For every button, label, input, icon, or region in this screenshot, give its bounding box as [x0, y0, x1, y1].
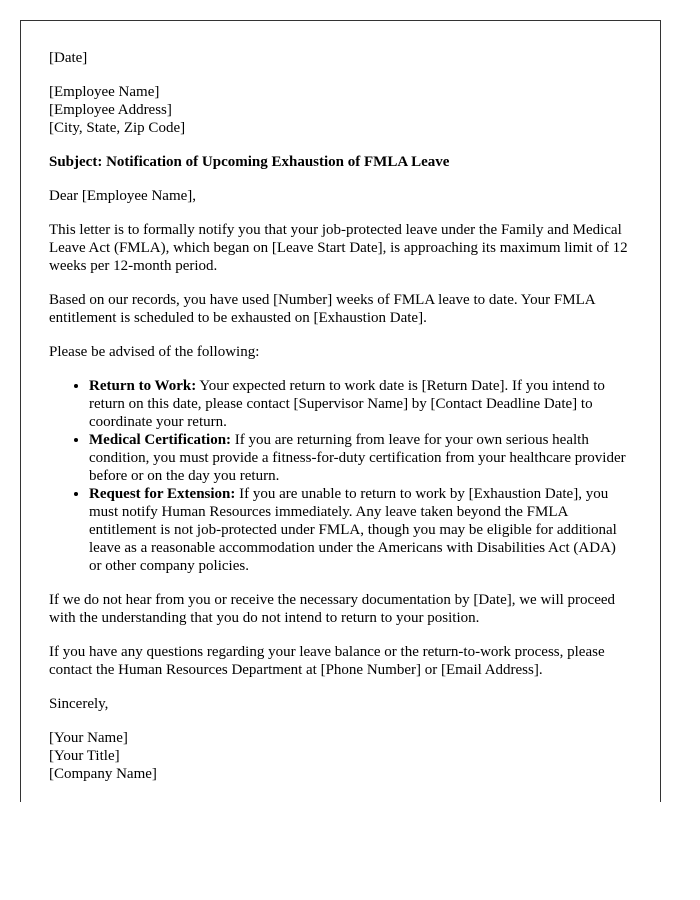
paragraph-advised: Please be advised of the following:: [49, 344, 260, 360]
letter-page: [20, 20, 661, 802]
recipient-block: [49, 83, 632, 137]
list-item-title: Return to Work:: [89, 378, 197, 394]
list-item-text: If you are returning from leave for your own serious health condition, you must provide a fitness-for-duty certification from your healthcare provider before or on the day you return.: [89, 432, 626, 484]
list-item: [89, 377, 632, 431]
list-item-text: If you are unable to return to work by [Exhaustion Date], you must notify Human Resources immediately. Any leave taken beyond the FMLA entitlement is not job-protected under FMLA, though you may be eligible for additional leave as a reasonable accommodation under the Americans with Disabilities Act (ADA) or other company policies.: [89, 486, 617, 574]
sender-block: [49, 729, 632, 783]
signoff: Sincerely,: [49, 696, 109, 712]
recipient-city-state-zip: [City, State, Zip Code]: [49, 120, 186, 136]
sender-title: [Your Title]: [49, 748, 120, 764]
salutation: Dear [Employee Name],: [49, 188, 197, 204]
paragraph-documentation: If we do not hear from you or receive the necessary documentation by [Date], we will proceed with the understanding that you do not intend to return to your position.: [49, 592, 616, 626]
list-item: [89, 485, 632, 575]
paragraph-records: Based on our records, you have used [Number] weeks of FMLA leave to date. Your FMLA entitlement is scheduled to be exhausted on [Exhaustion Date].: [49, 292, 595, 326]
list-item-text: Your expected return to work date is [Return Date]. If you intend to return on this date, please contact [Supervisor Name] by [Contact Deadline Date] to coordinate your return.: [89, 378, 605, 430]
sender-company: [Company Name]: [49, 766, 157, 782]
recipient-name: [Employee Name]: [49, 84, 160, 100]
list-item-title: Request for Extension:: [89, 486, 236, 502]
advisory-list: [49, 377, 632, 575]
letter-date: [Date]: [49, 50, 88, 66]
list-item: [89, 431, 632, 485]
paragraph-notification: This letter is to formally notify you that your job-protected leave under the Family and Medical Leave Act (FMLA), which began on [Leave Start Date], is approaching its maximum limit of 12 weeks per 12-month period.: [49, 222, 628, 274]
letter-subject: Subject: Notification of Upcoming Exhaustion of FMLA Leave: [49, 154, 450, 170]
sender-name: [Your Name]: [49, 730, 128, 746]
paragraph-questions: If you have any questions regarding your leave balance or the return-to-work process, please contact the Human Resources Department at [Phone Number] or [Email Address].: [49, 644, 605, 678]
list-item-title: Medical Certification:: [89, 432, 232, 448]
recipient-address: [Employee Address]: [49, 102, 172, 118]
